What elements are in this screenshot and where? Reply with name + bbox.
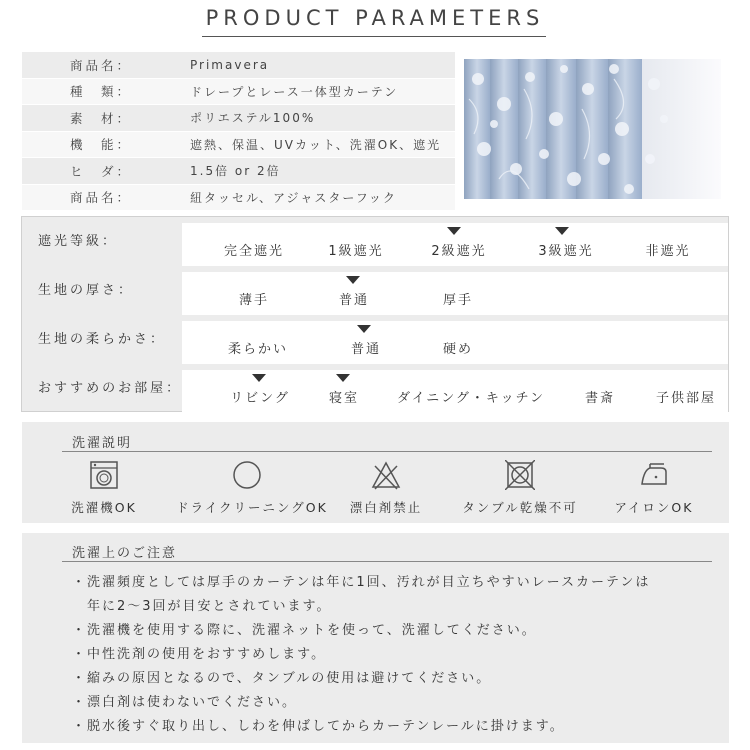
spec-label: 種 類： <box>70 84 133 100</box>
level-options <box>182 223 728 266</box>
level-label: 遮光等級： <box>38 234 119 249</box>
spec-row <box>22 52 455 78</box>
level-option: リビング <box>230 391 290 406</box>
caution-title: 洗濯上のご注意 <box>72 546 178 561</box>
level-option: ダイニング・キッチン <box>396 391 546 406</box>
level-option: 柔らかい <box>227 342 289 357</box>
page-title: PRODUCT PARAMETERS <box>205 6 545 30</box>
marker-triangle-icon <box>555 227 569 235</box>
dry-clean-icon <box>232 460 262 490</box>
caution-divider <box>62 561 712 562</box>
level-options <box>182 370 728 413</box>
marker-triangle-icon <box>346 276 360 284</box>
marker-triangle-icon <box>447 227 461 235</box>
level-option: 普通 <box>350 342 382 357</box>
caution-section <box>22 533 729 743</box>
title-underline <box>202 36 546 37</box>
caution-note: ・洗濯頻度としては厚手のカーテンは年に1回、汚れが目立ちやすいレースカーテンは <box>72 575 651 590</box>
caution-note: ・漂白剤は使わないでください。 <box>72 695 298 710</box>
wash-divider <box>62 451 712 452</box>
level-option: 1級遮光 <box>328 244 384 259</box>
level-row-softness <box>22 315 728 358</box>
no-bleach-icon <box>371 460 401 490</box>
caution-note: ・洗濯機を使用する際に、洗濯ネットを使って、洗濯してください。 <box>72 623 537 638</box>
level-option: 厚手 <box>442 293 474 308</box>
spec-value: Primavera <box>190 57 270 72</box>
caution-note: ・中性洗剤の使用をおすすめします。 <box>72 647 327 662</box>
spec-table <box>22 52 455 211</box>
spec-label: 商品名： <box>70 190 133 206</box>
marker-triangle-icon <box>336 374 350 382</box>
spec-label: 商品名： <box>70 57 133 73</box>
level-option: 3級遮光 <box>538 244 594 259</box>
level-option: 硬め <box>442 342 474 357</box>
wash-label: 洗濯機OK <box>71 500 137 515</box>
level-options <box>182 272 728 315</box>
level-option: 非遮光 <box>645 244 691 259</box>
curtain-photo <box>464 59 721 199</box>
level-option: 2級遮光 <box>431 244 487 259</box>
wash-section <box>22 422 729 523</box>
marker-triangle-icon <box>357 325 371 333</box>
spec-row <box>22 79 455 105</box>
wash-label: ドライクリーニングOK <box>176 500 328 515</box>
level-option: 子供部屋 <box>655 391 717 406</box>
caution-note: 年に2～3回が目安とされています。 <box>72 599 332 614</box>
wash-label: タンブル乾燥不可 <box>462 500 578 515</box>
level-row-shading <box>22 217 728 260</box>
spec-row <box>22 132 455 158</box>
spec-value: ポリエステル100% <box>190 111 316 126</box>
spec-value: 遮熱、保温、UVカット、洗濯OK、遮光 <box>190 137 442 152</box>
level-option: 寝室 <box>328 391 360 406</box>
level-option: 書斎 <box>584 391 616 406</box>
spec-value: 1.5倍 or 2倍 <box>190 164 281 179</box>
level-option: 完全遮光 <box>223 244 285 259</box>
level-option: 薄手 <box>238 293 270 308</box>
caution-note: ・脱水後すぐ取り出し、しわを伸ばしてからカーテンレールに掛けます。 <box>72 719 565 734</box>
spec-row <box>22 185 455 211</box>
spec-row <box>22 158 455 184</box>
level-label: 生地の柔らかさ： <box>38 332 167 347</box>
spec-value: 紐タッセル、アジャスターフック <box>190 190 397 205</box>
caution-note: ・縮みの原因となるので、タンブルの使用は避けてください。 <box>72 671 492 686</box>
level-row-room <box>22 364 728 407</box>
level-row-thickness <box>22 266 728 309</box>
spec-label: 機 能： <box>70 137 133 153</box>
level-options <box>182 321 728 364</box>
iron-icon <box>639 460 669 490</box>
level-label: おすすめのお部屋： <box>38 381 183 396</box>
marker-triangle-icon <box>252 374 266 382</box>
level-table <box>21 216 729 412</box>
spec-label: ヒ ダ： <box>70 163 133 179</box>
level-label: 生地の厚さ： <box>38 283 135 298</box>
wash-label: 漂白剤禁止 <box>349 500 423 515</box>
spec-value: ドレープとレース一体型カーテン <box>190 84 399 99</box>
no-tumble-dry-icon <box>505 460 535 490</box>
spec-row <box>22 105 455 131</box>
wash-label: アイロンOK <box>614 500 694 515</box>
level-option: 普通 <box>338 293 370 308</box>
wash-title: 洗濯説明 <box>72 436 133 451</box>
washing-machine-icon <box>89 460 119 490</box>
spec-label: 素 材： <box>70 110 133 126</box>
